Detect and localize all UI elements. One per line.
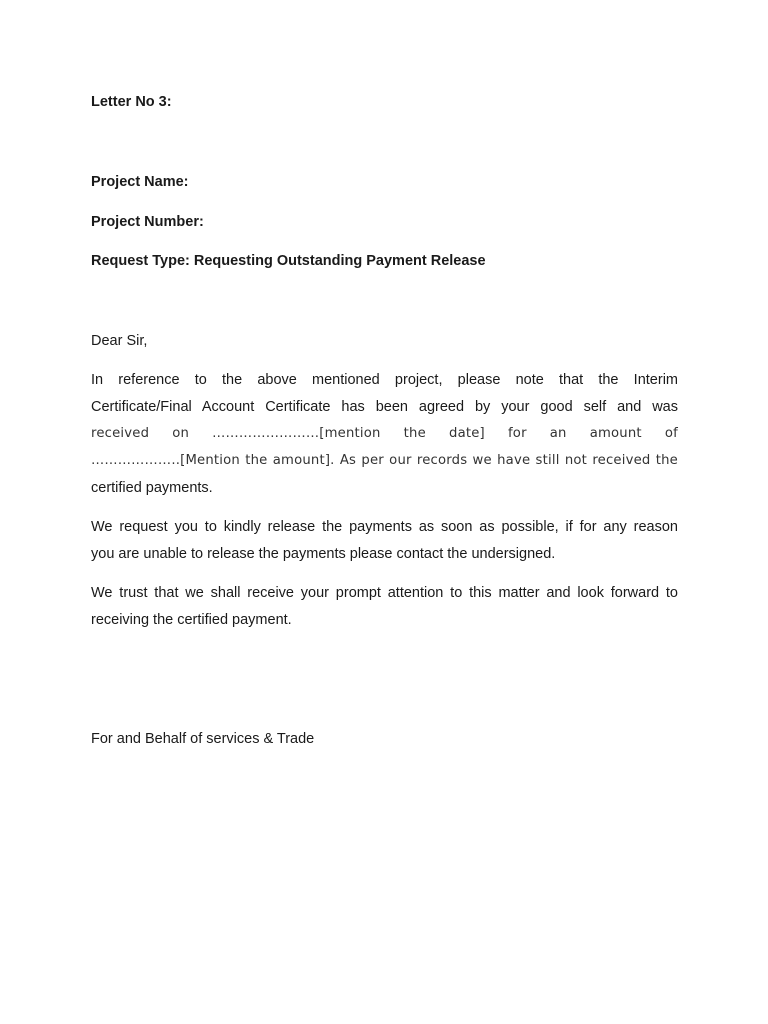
salutation: Dear Sir, — [91, 333, 148, 349]
word: ……………………[mention — [212, 426, 381, 441]
word: the — [403, 426, 426, 441]
project-name-label: Project Name: — [91, 174, 189, 190]
word: date] — [449, 426, 485, 441]
paragraph-1-line-3 — [91, 425, 678, 443]
word: amount — [589, 426, 642, 441]
paragraph-2-line-1: We request you to kindly release the payments as soon as possible, if for any reason — [91, 519, 678, 535]
paragraph-1-line-4: ………………..[Mention the amount]. As per our records we have still not received the — [91, 453, 678, 468]
paragraph-1-line-2: Certificate/Final Account Certificate has been agreed by your good self and was — [91, 399, 678, 415]
word: an — [549, 426, 567, 441]
paragraph-2-line-2: you are unable to release the payments please contact the undersigned. — [91, 546, 556, 562]
paragraph-3-line-2: receiving the certified payment. — [91, 612, 292, 628]
word: of — [664, 426, 678, 441]
project-number-label: Project Number: — [91, 214, 204, 230]
signoff: For and Behalf of services & Trade — [91, 731, 315, 747]
paragraph-1-line-5: certified payments. — [91, 480, 213, 496]
paragraph-3-line-1: We trust that we shall receive your prompt attention to this matter and look forward to — [91, 585, 678, 601]
request-type-line: Request Type: Requesting Outstanding Payment Release — [91, 253, 486, 269]
word: for — [507, 426, 527, 441]
word: received — [91, 426, 150, 441]
paragraph-1-line-1: In reference to the above mentioned project, please note that the Interim — [91, 372, 678, 388]
letter-number: Letter No 3: — [91, 94, 172, 110]
word: on — [172, 426, 190, 441]
